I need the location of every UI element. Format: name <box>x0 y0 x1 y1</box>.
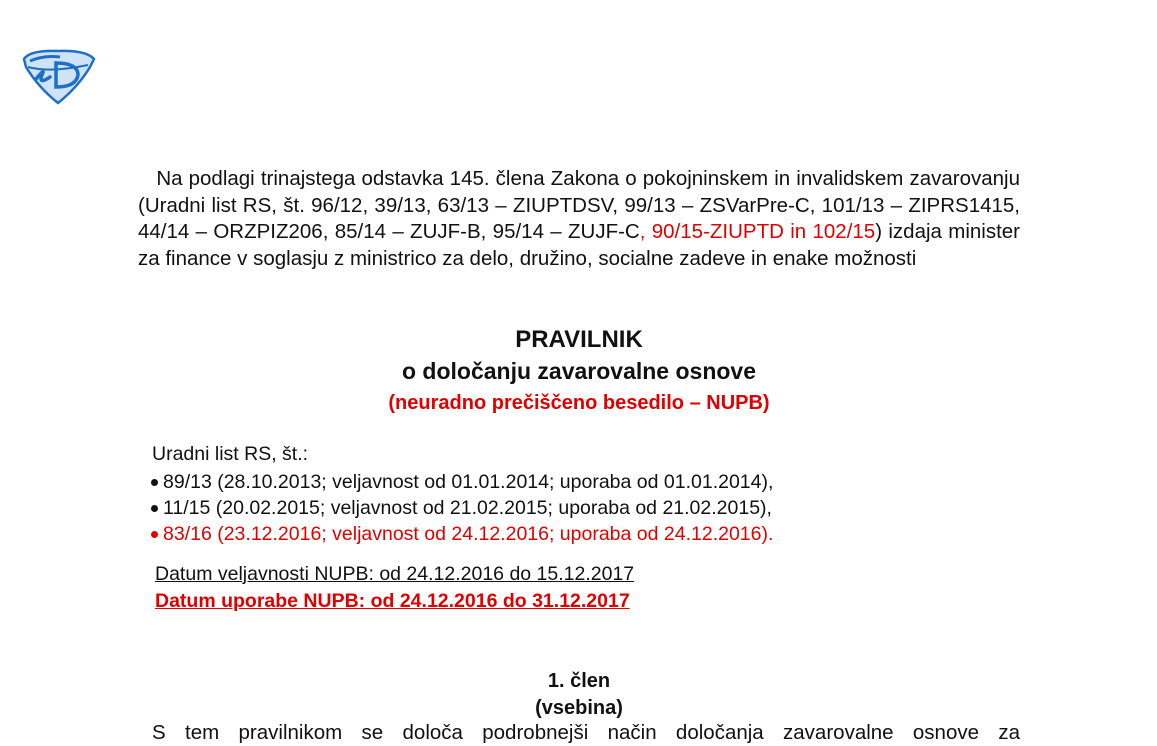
article-number: 1. člen <box>547 670 611 692</box>
gazette-item: 83/16 (23.12.2016; veljavnost od 24.12.2016; uporaba od 24.12.2016). <box>150 521 773 547</box>
article-heading: (vsebina) <box>535 697 623 719</box>
gazette-label: Uradni list RS, št.: <box>152 443 309 465</box>
intro-text: Na podlagi trinajstega odstavka 145. člena Zakona o pokojninskem in invalidskem zavarovanju (Uradni list RS, št. 96/12, 39/13, 63/13 – ZIUPTDSV, 99/13 – ZSVarPre-C, 101/13 – ZIPRS1415, 44/14 – ORZPIZ206, 85/14 – ZUJF-B, 95/14 – ZUJF-C <box>138 167 1020 243</box>
article-text: S tem pravilnikom se določa podrobnejši način določanja zavarovalne osnove za <box>152 721 1020 744</box>
document-title: PRAVILNIK <box>515 326 643 353</box>
nupb-note: (neuradno prečiščeno besedilo – NUPB) <box>388 392 770 414</box>
document-subtitle: o določanju zavarovalne osnove <box>401 358 757 384</box>
intro-paragraph <box>138 166 1020 272</box>
gazette-item: 11/15 (20.02.2015; veljavnost od 21.02.2015; uporaba od 21.02.2015), <box>150 495 773 521</box>
intro-amendment-red: , 90/15-ZIUPTD in 102/15 <box>639 220 876 243</box>
gazette-list <box>150 469 773 547</box>
gazette-item: 89/13 (28.10.2013; veljavnost od 01.01.2014; uporaba od 01.01.2014), <box>150 469 773 495</box>
nupb-validity-date: Datum veljavnosti NUPB: od 24.12.2016 do 15.12.2017 <box>155 563 635 585</box>
intro-text-end: ) izdaja minister za finance v soglasju z ministrico za delo, družino, socialne zadeve in enake možnosti <box>138 220 1021 270</box>
sd-shield-logo-icon <box>20 47 96 105</box>
nupb-application-date: Datum uporabe NUPB: od 24.12.2016 do 31.12.2017 <box>155 590 630 612</box>
